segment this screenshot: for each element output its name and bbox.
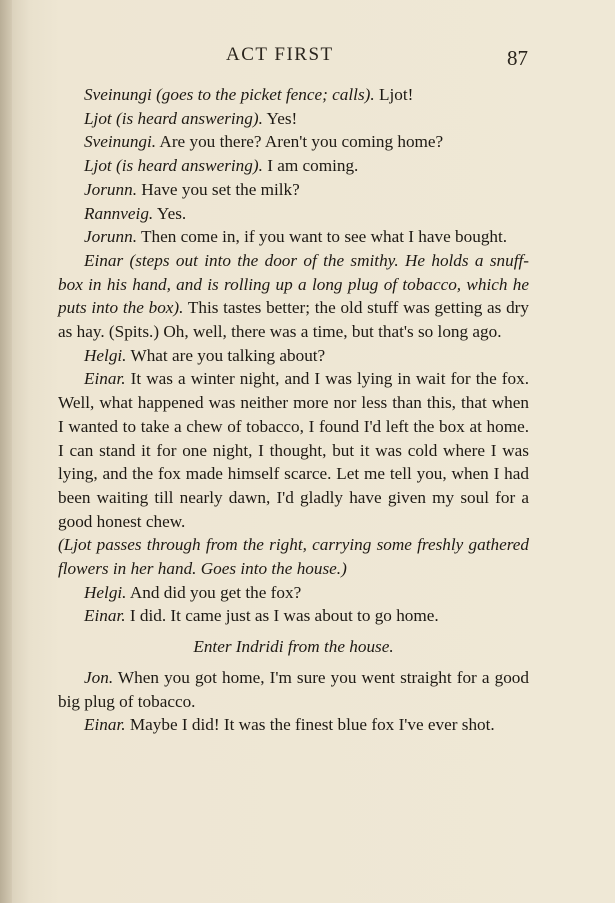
speaker-name: Jorunn.	[84, 227, 137, 247]
running-head: ACT FIRST	[226, 44, 334, 65]
dialogue-line	[58, 666, 529, 713]
speaker-name: Helgi.	[84, 582, 127, 602]
stage-direction: (goes to the picket fence; calls).	[151, 85, 375, 104]
dialogue-line	[58, 83, 529, 107]
speaker-name: Sveinungi.	[84, 132, 157, 152]
speech: What are you talking about?	[126, 345, 326, 365]
speech: This tastes better; the old stuff was getting as dry as hay. (Spits.) Oh, well, there was a time, but that's so long ago.	[58, 298, 529, 342]
stage-direction: (is heard answering).	[111, 108, 263, 128]
page-number: 87	[507, 46, 528, 70]
dialogue-line	[58, 367, 529, 533]
speech: I am coming.	[262, 156, 359, 176]
dialogue-line	[58, 604, 529, 628]
speaker-name: Einar	[84, 250, 124, 270]
page-header	[0, 44, 615, 74]
dialogue-line	[58, 107, 529, 131]
dialogue-line	[58, 581, 529, 605]
speech: Yes.	[153, 203, 187, 223]
stage-direction: (steps out into the door of the smithy. He holds a snuff-box in his hand, and is rolling up a long plug of tobacco, which he puts into the box).	[58, 250, 529, 318]
stage-direction: (is heard answering).	[111, 156, 263, 176]
speaker-name: Ljot	[84, 108, 112, 128]
speech: And did you get the fox?	[126, 582, 302, 602]
speech: Are you there? Aren't you coming home?	[156, 132, 444, 152]
dialogue-line	[58, 154, 529, 178]
speaker-name: Jorunn.	[84, 179, 137, 199]
speech: Yes!	[262, 108, 298, 128]
page-gutter	[0, 0, 12, 903]
stage-direction-paragraph: (Ljot passes through from the right, carrying some freshly gathered flowers in her hand. Goes into the house.)	[58, 535, 529, 579]
speech: I did. It came just as I was about to go home.	[125, 606, 439, 626]
dialogue-line	[58, 225, 529, 249]
speaker-name: Ljot	[84, 156, 112, 176]
entrance-direction: Enter Indridi from the house.	[193, 637, 394, 657]
speaker-name: Einar.	[84, 369, 126, 389]
speaker-name: Rannveig.	[84, 203, 154, 223]
speech: Have you set the milk?	[137, 179, 300, 199]
speaker-name: Einar.	[84, 715, 126, 735]
speaker-name: Helgi.	[84, 345, 127, 365]
speech: It was a winter night, and I was lying in wait for the fox. Well, what happened was neither more nor less than this, that when I wanted to take a chew of tobacco, I found I'd left the box at home. I can stand it for one night, I thought, but it was cold where I was lying, and the fox made himself scarce. Let me tell you, when I had been waiting till nearly dawn, I'd gladly have given my soul for a good honest chew.	[58, 369, 529, 531]
speech: Maybe I did! It was the finest blue fox I've ever shot.	[125, 715, 495, 735]
play-text	[58, 83, 529, 737]
speaker-name: Jon.	[84, 667, 114, 687]
dialogue-line	[58, 178, 529, 202]
dialogue-line	[58, 344, 529, 368]
dialogue-line	[58, 249, 529, 344]
dialogue-line	[58, 202, 529, 226]
speech: Ljot!	[374, 85, 414, 104]
speech: Then come in, if you want to see what I have bought.	[137, 227, 508, 247]
speaker-name: Sveinungi	[84, 85, 152, 104]
dialogue-line	[58, 713, 529, 737]
speech: When you got home, I'm sure you went straight for a good big plug of tobacco.	[58, 667, 529, 711]
speaker-name: Einar.	[84, 606, 126, 626]
dialogue-line	[58, 130, 529, 154]
